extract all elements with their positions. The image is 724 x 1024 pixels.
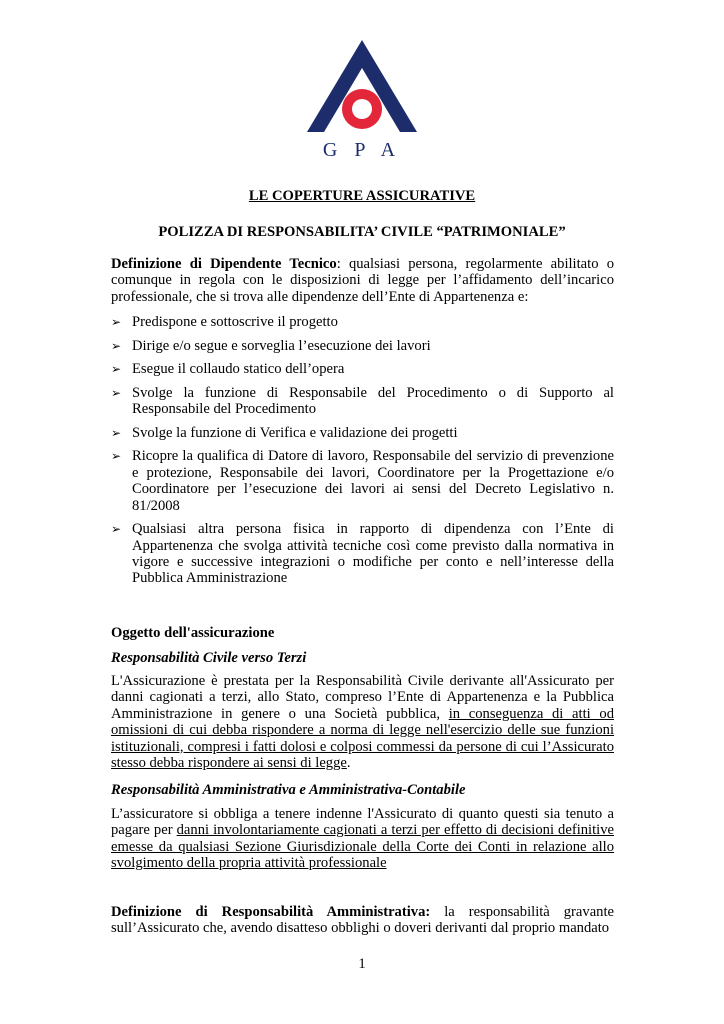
list-item [111, 448, 614, 514]
list-item [111, 314, 614, 330]
def-ra-text: la responsabilità gravante sull’Assicurato che, avendo disatteso obblighi o doveri derivanti dal proprio mandato [111, 904, 614, 937]
list-item-text: Ricopre la qualifica di Datore di lavoro, Responsabile del servizio di prevenzione e protezione, Responsabile dei lavori, Coordinatore per la Progettazione e/o Coordinatore per l’esecuzione dei lavori ai sensi del Decreto Legislativo n. 81/2008 [132, 448, 614, 514]
bullet-arrow-icon: ➢ [111, 522, 122, 537]
ra-underlined: danni involontariamente cagionati a terzi per effetto di decisioni definitive emesse da qualsiasi Sezione Giurisdizionale della Corte dei Conti in relazione allo svolgimento della propria attività professionale [111, 822, 614, 872]
policy-title: POLIZZA DI RESPONSABILITA’ CIVILE “PATRIMONIALE” [158, 224, 566, 240]
list-item-text: Dirige e/o segue e sorveglia l’esecuzione dei lavori [132, 337, 431, 354]
bullet-arrow-icon: ➢ [111, 425, 122, 440]
definizione-text: : qualsiasi persona, regolarmente abilitato o comunque in regola con le disposizioni di legge per l’affidamento dell’incarico professionale, che si trova alle dipendenze dell’Ente di Appartenenza e: [111, 256, 614, 305]
list-item [111, 521, 614, 587]
definizione-term: Definizione di Dipendente Tecnico [111, 256, 337, 272]
bullet-arrow-icon: ➢ [111, 315, 122, 329]
list-item-text: Esegue il collaudo statico dell’opera [132, 361, 345, 378]
gpa-logo [300, 36, 424, 160]
ra-text: L’assicuratore si obbliga a tenere indenne l'Assicurato di quanto questi sia tenuto a pagare per [111, 806, 614, 839]
rc-terzi-text: L'Assicurazione è prestata per la Responsabilità Civile derivante all'Assicurato per danni cagionati a terzi, allo Stato, compreso l’Ente di Appartenenza e la Pubblica Amministrazione in genere o una Società pubblica, [111, 673, 614, 722]
oggetto-heading: Oggetto dell'assicurazione [111, 625, 275, 641]
rc-terzi-underlined: in conseguenza di atti od omissioni di cui debba rispondere a norma di legge nell'esercizio delle sue funzioni istituzionali, compresi i fatti dolosi e colposi commessi da persone di cui l’Assicurato stesso debba rispondere ai sensi di legge [111, 705, 614, 772]
bullet-list [111, 314, 614, 594]
list-item [111, 338, 614, 354]
list-item [111, 361, 614, 377]
def-ra-term: Definizione di Responsabilità Amministrativa: [111, 904, 431, 920]
page-number: 1 [358, 956, 366, 972]
list-item-text: Svolge la funzione di Verifica e validazione dei progetti [132, 424, 458, 441]
list-item [111, 385, 614, 418]
document-title: LE COPERTURE ASSICURATIVE [248, 188, 476, 204]
definizione-paragraph [111, 256, 614, 305]
bullet-arrow-icon: ➢ [111, 449, 122, 464]
ra-subheading: Responsabilità Amministrativa e Amministrativa-Contabile [111, 782, 466, 798]
logo-text: G P A [322, 139, 402, 160]
rc-terzi-end: . [346, 755, 351, 772]
rc-terzi-paragraph [111, 673, 614, 771]
list-item-text: Svolge la funzione di Responsabile del Procedimento o di Supporto al Responsabile del Procedimento [132, 384, 614, 418]
ra-paragraph [111, 806, 614, 872]
list-item-text: Qualsiasi altra persona fisica in rapporto di dipendenza con l’Ente di Appartenenza che svolga attività tecniche così come previsto dalla normativa in vigore e successive integrazioni o modifiche per conto e nell’interesse della Pubblica Amministrazione [132, 521, 614, 587]
logo-ring-hole [352, 99, 372, 119]
bullet-arrow-icon: ➢ [111, 338, 122, 353]
list-item [111, 425, 614, 441]
def-ra-paragraph [111, 904, 614, 937]
list-item-text: Predispone e sottoscrive il progetto [132, 314, 338, 330]
bullet-arrow-icon: ➢ [111, 385, 122, 400]
bullet-arrow-icon: ➢ [111, 362, 122, 377]
rc-terzi-subheading: Responsabilità Civile verso Terzi [111, 650, 307, 666]
